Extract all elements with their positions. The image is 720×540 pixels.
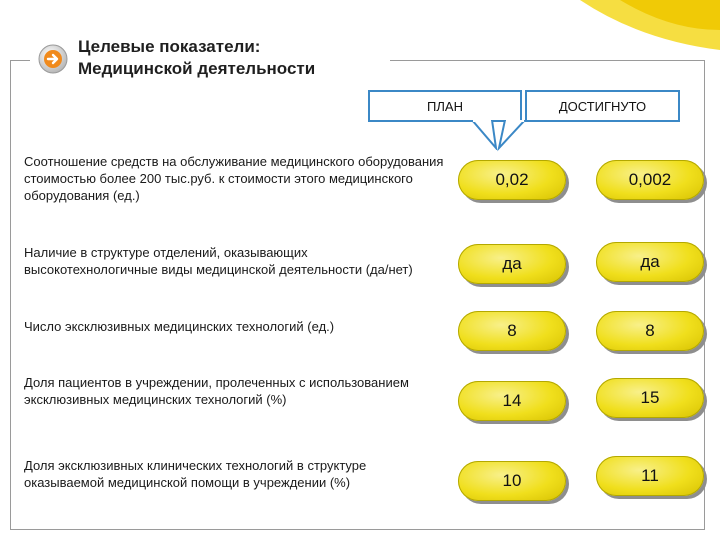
achieved-value: 15 bbox=[640, 388, 660, 407]
column-header-achieved bbox=[525, 90, 680, 122]
achieved-value-pill bbox=[596, 378, 704, 418]
achieved-value: 8 bbox=[645, 321, 655, 340]
achieved-value: 0,002 bbox=[628, 170, 672, 189]
plan-value: 14 bbox=[502, 391, 522, 410]
column-header-plan-label: ПЛАН bbox=[427, 98, 463, 114]
column-header-plan bbox=[368, 90, 522, 122]
achieved-value-pill bbox=[596, 311, 704, 351]
plan-value: 0,02 bbox=[495, 170, 529, 189]
plan-value: 10 bbox=[502, 471, 522, 490]
indicator-label: Доля эксклюзивных клинических технологий в структуре оказываемой медицинской помощи в учреждении (%) bbox=[24, 458, 367, 490]
achieved-value-pill bbox=[596, 242, 704, 282]
achieved-value: 11 bbox=[641, 466, 659, 485]
indicator-label: Число эксклюзивных медицинских технологий (ед.) bbox=[24, 319, 335, 334]
plan-value-pill bbox=[458, 311, 566, 351]
achieved-value: да bbox=[640, 252, 660, 271]
achieved-value-pill bbox=[596, 160, 704, 200]
page-title-line1: Целевые показатели: bbox=[78, 37, 261, 56]
indicator-label: Наличие в структуре отделений, оказывающих высокотехнологичные виды медицинской деятельности (да/нет) bbox=[24, 245, 413, 277]
plan-value-pill bbox=[458, 461, 566, 501]
page-title bbox=[78, 36, 315, 80]
plan-value-pill bbox=[458, 160, 566, 200]
column-header-achieved-label: ДОСТИГНУТО bbox=[558, 98, 647, 114]
plan-value-pill bbox=[458, 381, 566, 421]
callout-tail-achieved bbox=[495, 120, 527, 152]
plan-value: да bbox=[502, 254, 522, 273]
achieved-value-pill bbox=[596, 456, 704, 496]
page-title-line2: Медицинской деятельности bbox=[78, 59, 316, 78]
plan-value-pill bbox=[458, 244, 566, 284]
indicator-label: Соотношение средств на обслуживание медицинского оборудования стоимостью более 200 тыс.руб. к стоимости этого медицинского оборудования (ед.) bbox=[24, 154, 444, 203]
plan-value: 8 bbox=[507, 321, 517, 340]
arrow-right-icon bbox=[38, 44, 68, 74]
indicator-label: Доля пациентов в учреждении, пролеченных с использованием эксклюзивных медицинских технологий (%) bbox=[24, 375, 409, 407]
